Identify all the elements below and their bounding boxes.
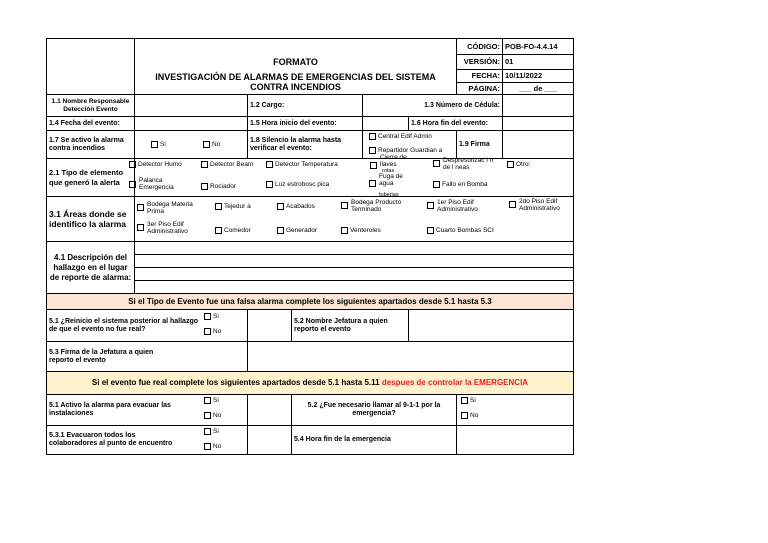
opt-comedor[interactable]: Comedor [215, 227, 251, 234]
field-1-7-options [135, 131, 248, 159]
field-5-1-falsa-label: 5.1 ¿Reinicio el sistema posterior al hallazgo de que el evento no fue real? [47, 310, 248, 342]
field-1-7-label: 1.7 Se activo la alarma contra incendios [47, 131, 135, 159]
field-1-7-si[interactable]: Si [151, 141, 166, 148]
field-1-8-repartidor[interactable]: Repartidor Guardian a [369, 147, 442, 154]
opt-2do-piso[interactable]: 2do Piso Edif Administrativo [509, 198, 571, 212]
opt-otro[interactable]: Otro: [507, 161, 530, 168]
opt-rociador[interactable]: Rociador [201, 183, 236, 190]
field-5-1-real-si[interactable]: Si [204, 397, 219, 404]
field-1-9-label: 1.9 Firma [457, 131, 503, 159]
opt-venteroles[interactable]: Venteroles [341, 227, 381, 234]
opt-luz-estroboscopica[interactable]: Luz estrobosc pica [266, 181, 329, 188]
opt-bodega-mp[interactable]: Bodega Materia Prima [137, 201, 199, 215]
desc-line-4[interactable] [135, 281, 574, 294]
field-5-2-real-si[interactable]: Si [461, 397, 476, 404]
field-1-7-no[interactable]: No [203, 141, 220, 148]
field-1-8-label: 1.8 Silencio la alarma hasta verificar el evento: [248, 131, 363, 159]
field-5-2-falsa-input[interactable] [409, 310, 574, 342]
field-1-6-label: 1.6 Hora fin del evento: [409, 117, 503, 131]
field-1-4-label: 1.4 Fecha del evento: [47, 117, 135, 131]
opt-palanca-emergencia[interactable]: Palanca Emergencia [129, 177, 189, 191]
field-5-3-1-options [213, 426, 292, 455]
field-5-2-real-options [457, 395, 574, 426]
field-1-4-input[interactable] [135, 117, 248, 131]
fecha-label: FECHA: [457, 70, 503, 83]
investigation-form [46, 38, 573, 455]
desc-line-1[interactable] [135, 242, 574, 255]
desc-line-2[interactable] [135, 255, 574, 268]
field-3-1-options [135, 197, 574, 242]
version-label: VERSIÓN: [457, 55, 503, 70]
field-1-6-input[interactable] [503, 117, 574, 131]
field-1-5-input[interactable] [363, 117, 409, 131]
opt-1er-piso[interactable]: 1er Piso Edif Administrativo [427, 199, 503, 213]
field-5-1-real-no[interactable]: No [204, 412, 221, 419]
codigo-label: CÓDIGO: [457, 39, 503, 55]
opt-generador[interactable]: Generador [277, 227, 317, 234]
version-value: 01 [503, 55, 574, 70]
field-1-3-input[interactable] [503, 95, 574, 117]
field-5-1-falsa-options [213, 310, 292, 342]
field-1-8-central[interactable]: Central Edif Admin [369, 133, 432, 140]
checkbox[interactable] [151, 141, 158, 148]
field-4-1-label: 4.1 Descripción del hallazgo en el lugar de reporte de alarma: [47, 242, 135, 294]
opt-detector-humo[interactable]: Detector Humo [129, 161, 182, 168]
field-5-3-falsa-label: 5.3 Firma de la Jefatura a quien reporto el evento [47, 342, 248, 372]
field-5-2-falsa-label: 5.2 Nombre Jefatura a quien reporto el evento [292, 310, 409, 342]
opt-acabados[interactable]: Acabados [277, 203, 315, 210]
field-5-3-1-label: 5.3.1 Evacuaron todos los colaboradores al punto de encuentro [47, 426, 248, 455]
checkbox[interactable] [203, 141, 210, 148]
field-5-3-1-no[interactable]: No [204, 443, 221, 450]
opt-fallo-bomba[interactable]: Fallo en Bomba [433, 181, 488, 188]
field-5-4-input[interactable] [457, 426, 574, 455]
field-1-1-label: 1.1 Nombre Responsable Detección Evento [47, 95, 135, 117]
logo-cell [47, 39, 135, 95]
field-5-1-real-options [213, 395, 292, 426]
opt-detector-beam[interactable]: Detector Beam [201, 161, 253, 168]
field-5-1-falsa-si[interactable]: Si [204, 313, 219, 320]
pagina-value: ___ de ___ [503, 83, 574, 95]
opt-despresurizacion[interactable]: Despresurizac i n de l neas [433, 157, 495, 171]
opt-fuga-agua[interactable]: Fuga de agua [369, 173, 409, 187]
opt-fuga-extra-tuberias: tuberias [379, 192, 399, 198]
field-1-1-input[interactable] [135, 95, 248, 117]
field-5-2-real-label: 5.2 ¿Fue necesario llamar al 9-1-1 por la emergencia? [292, 395, 457, 426]
field-2-1-options [135, 154, 574, 198]
checkbox[interactable] [369, 147, 376, 154]
field-3-1-label: 3.1 Áreas donde se identifico la alarma [47, 197, 135, 242]
opt-3er-piso[interactable]: 3er Piso Edif Administrativo [137, 221, 217, 235]
checkbox[interactable] [369, 133, 376, 140]
field-5-4-label: 5.4 Hora fin de la emergencia [292, 426, 457, 455]
pagina-label: PÁGINA: [457, 83, 503, 95]
field-1-3-label: 1.3 Número de Cédula: [363, 95, 503, 117]
evento-real-band: Si el evento fue real complete los siguientes apartados desde 5.1 hasta 5.11 despues de controlar la EMERGENCIA [47, 372, 574, 395]
codigo-value: POB-FO-4.4.14 [503, 39, 574, 55]
field-1-5-label: 1.5 Hora inicio del evento: [248, 117, 363, 131]
field-5-1-falsa-no[interactable]: No [204, 328, 221, 335]
opt-detector-temperatura[interactable]: Detector Temperatura [266, 161, 338, 168]
form-table [46, 38, 574, 455]
desc-line-3[interactable] [135, 268, 574, 281]
field-5-2-real-no[interactable]: No [461, 412, 478, 419]
opt-fuga-extra-rotas: rotas [382, 168, 395, 174]
field-2-1-label: 2.1 Tipo de elemento que generó la alerta [47, 159, 135, 197]
field-1-9-input[interactable] [503, 131, 574, 159]
field-1-2-label: 1.2 Cargo: [248, 95, 363, 117]
form-title: INVESTIGACIÓN DE ALARMAS DE EMERGENCIAS DEL SISTEMA CONTRA INCENDIOS [135, 70, 457, 95]
field-5-3-falsa-input[interactable] [248, 342, 574, 372]
formato-title: FORMATO [135, 55, 457, 70]
falsa-alarma-band: Si el Tipo de Evento fue una falsa alarma complete los siguientes apartados desde 5.1 hasta 5.3 [47, 294, 574, 310]
opt-bodega-pt[interactable]: Bodega Producto Terminado [341, 199, 421, 213]
field-5-3-1-si[interactable]: Si [204, 428, 219, 435]
field-5-1-real-label: 5.1 Activo la alarma para evacuar las instalaciones [47, 395, 248, 426]
fecha-value: 10/11/2022 [503, 70, 574, 83]
opt-tejeduria[interactable]: Tejedur a [215, 203, 251, 210]
opt-cierre-llaves[interactable]: Cierre de llaves [370, 154, 414, 168]
opt-cuarto-bombas[interactable]: Cuarto Bombas SCI [427, 227, 494, 234]
